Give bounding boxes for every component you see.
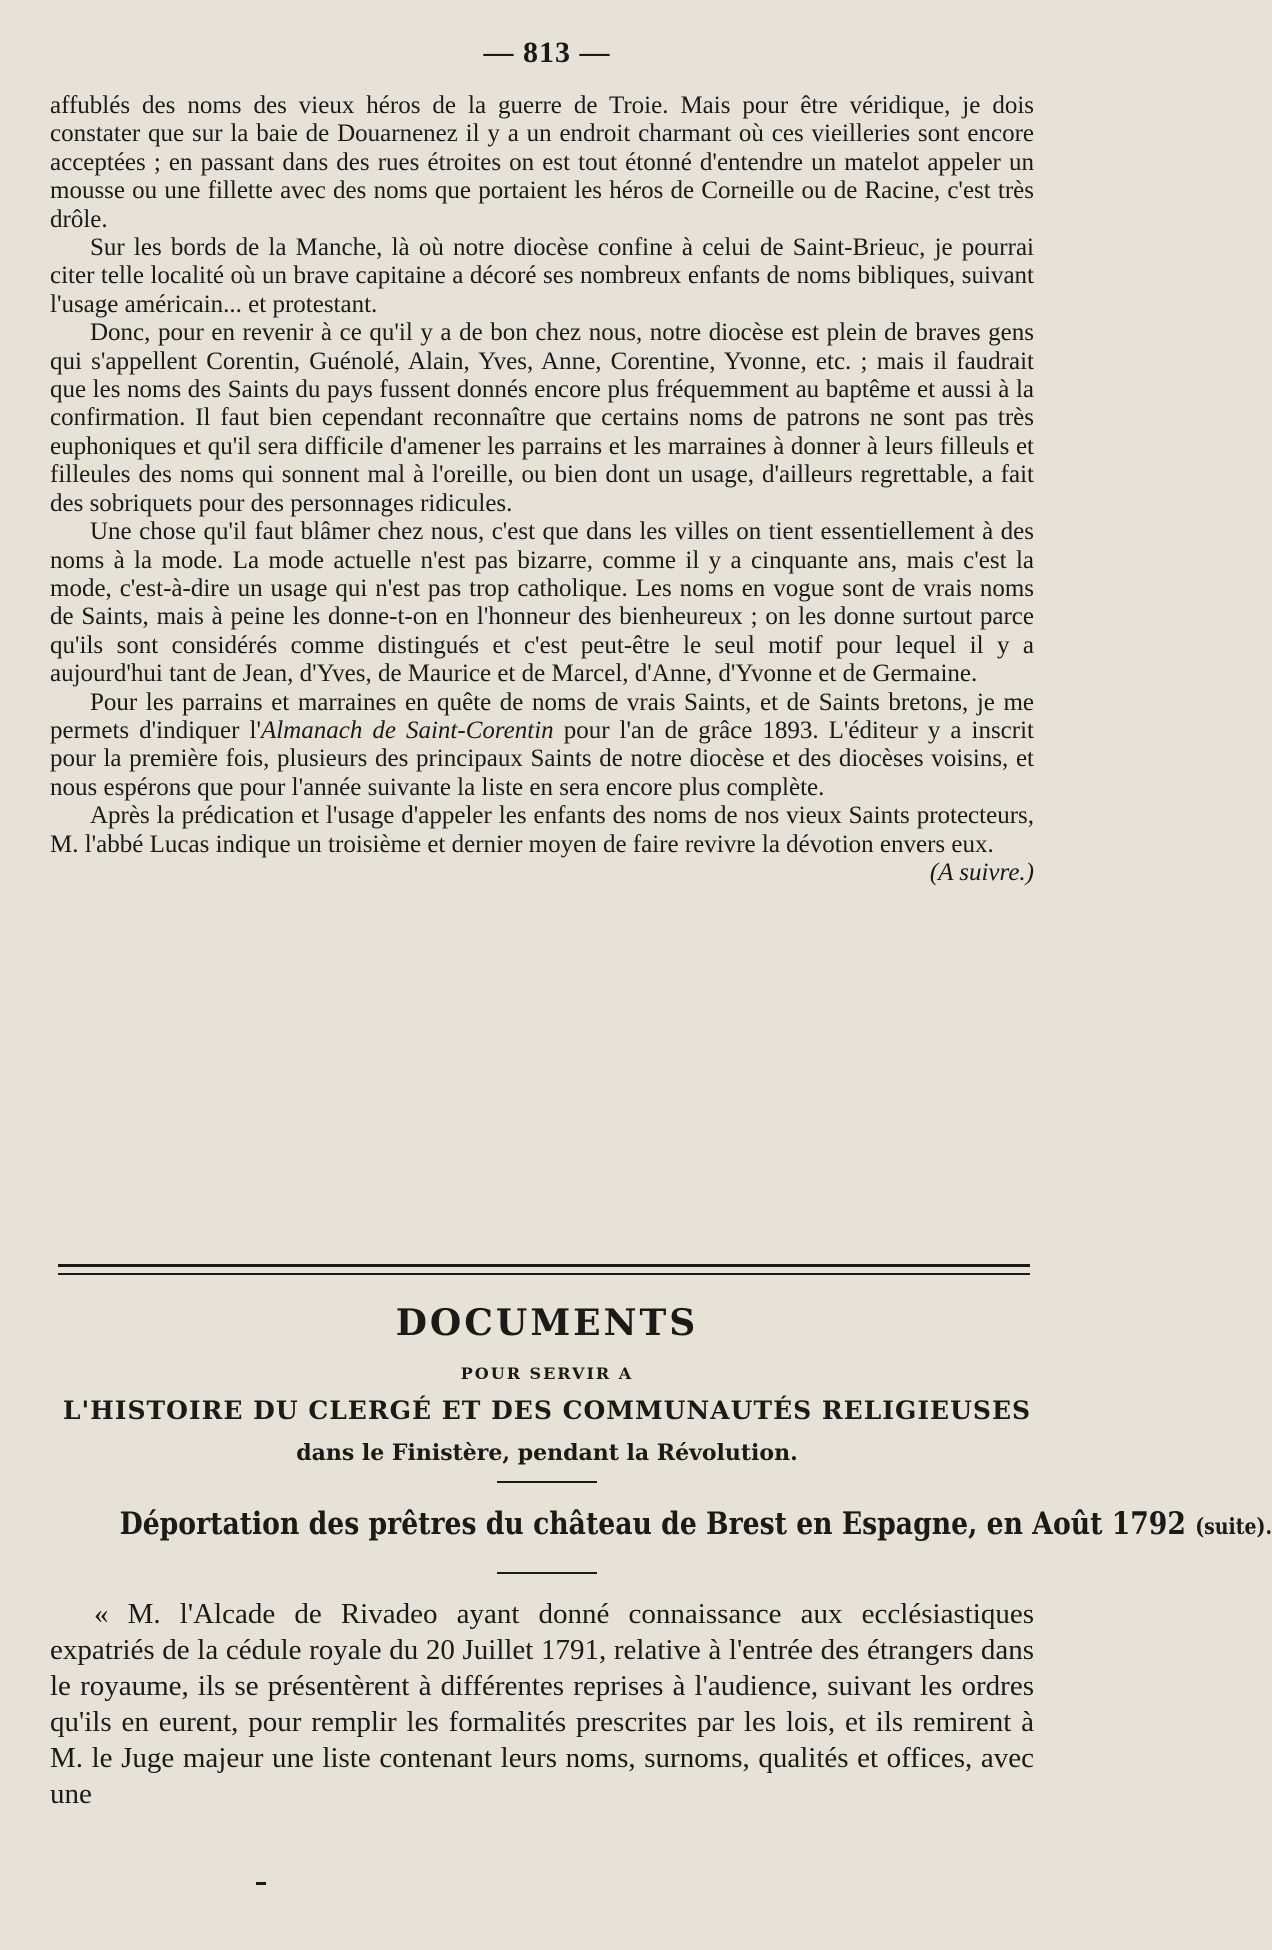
documents-subheading-3: dans le Finistère, pendant la Révolution. — [296, 1440, 798, 1466]
paragraph-3: Donc, pour en revenir à ce qu'il y a de bon chez nous, notre diocèse est plein de braves gens qui s'appellent Corentin, Guénolé, Alain, Yves, Anne, Corentine, Yvonne, etc. ; mais il faudrait que les noms des Saints du pays fussent donnés encore plus fréquemment au baptême et aussi à la confirmation. Il faut bien cependant reconnaître que certains noms de patrons ne sont pas très euphoniques et qu'il sera difficile d'amener les parrains et les marraines à donner à leurs filleuls et filleules des noms qui sonnent mal à l'oreille, ou bien dont un usage, d'ailleurs regrettable, a fait des sobriquets pour des personnages ridicules. — [50, 319, 1034, 517]
short-rule-1 — [497, 1481, 597, 1483]
quote-body — [50, 1596, 1034, 1812]
to-be-continued: (A suivre.) — [929, 858, 1034, 886]
paragraph-6 — [50, 802, 1034, 886]
section-title — [119, 1506, 1272, 1542]
quote-paragraph: « M. l'Alcade de Rivadeo ayant donné connaissance aux ecclésiastiques expatriés de la cédule royale du 20 Juillet 1791, relative à l'entrée des étrangers dans le royaume, ils se présentèrent à différentes reprises à l'audience, suivant les ordres qu'ils en eurent, pour remplir les formalités prescrites par les lois, et ils remirent à M. le Juge majeur une liste contenant leurs noms, surnoms, qualités et offices, avec une — [50, 1598, 1034, 1810]
almanach-title: Almanach de Saint-Corentin — [260, 716, 554, 744]
double-rule-top — [58, 1264, 1030, 1267]
paragraph-5-start: Pour les parrains et marraines en quête de noms de vrais Saints, et de Saints bretons, je me permets d'indiquer l' — [50, 688, 1034, 744]
paragraph-5 — [50, 689, 1034, 803]
documents-subheading-2: L'HISTOIRE DU CLERGÉ ET DES COMMUNAUTÉS RELIGIEUSES — [62, 1396, 1032, 1425]
trailing-mark — [256, 1882, 266, 1885]
section-title-text: Déportation des prêtres du château de Brest en Espagne, en Août 1792 — [119, 1506, 1186, 1542]
documents-heading: DOCUMENTS — [395, 1302, 699, 1344]
section-suite: (suite). — [1195, 1514, 1272, 1540]
article-body — [50, 92, 1034, 887]
paragraph-4: Une chose qu'il faut blâmer chez nous, c'est que dans les villes on tient essentiellement à des noms à la mode. La mode actuelle n'est pas bizarre, comme il y a cinquante ans, mais c'est la mode, c'est-à-dire un usage qui n'est pas trop catholique. Les noms en vogue sont de vrais noms de Saints, mais à peine les donne-t-on en l'honneur des bienheureux ; on les donne surtout parce qu'ils sont considérés comme distingués et c'est peut-être le seul motif pour lequel il y a aujourd'hui tant de Jean, d'Yves, de Maurice et de Marcel, d'Anne, d'Yvonne et de Germaine. — [50, 518, 1034, 688]
page-number: — 813 — — [483, 36, 611, 69]
documents-subheading-1: POUR SERVIR A — [460, 1364, 634, 1383]
short-rule-2 — [497, 1572, 597, 1574]
double-rule-bottom — [58, 1273, 1030, 1275]
paragraph-5-end: pour l'an de grâce 1893. L'éditeur y a inscrit pour la première fois, plusieurs des principaux Saints de notre diocèse et des diocèses voisins, et nous espérons que pour l'année suivante la liste en sera encore plus complète. — [50, 716, 1034, 801]
paragraph-1: affublés des noms des vieux héros de la guerre de Troie. Mais pour être véridique, je dois constater que sur la baie de Douarnenez il y a un endroit charmant où ces vieilleries sont encore acceptées ; en passant dans des rues étroites on est tout étonné d'entendre un matelot appeler un mousse ou une fillette avec des noms que portaient les héros de Corneille ou de Racine, c'est très drôle. — [50, 92, 1034, 233]
paragraph-6-text: Après la prédication et l'usage d'appeler les enfants des noms de nos vieux Saints protecteurs, M. l'abbé Lucas indique un troisième et dernier moyen de faire revivre la dévotion envers eux. — [50, 802, 1034, 858]
paragraph-2: Sur les bords de la Manche, là où notre diocèse confine à celui de Saint-Brieuc, je pourrai citer telle localité où un brave capitaine a décoré ses nombreux enfants de noms bibliques, suivant l'usage américain... et protestant. — [50, 234, 1034, 318]
